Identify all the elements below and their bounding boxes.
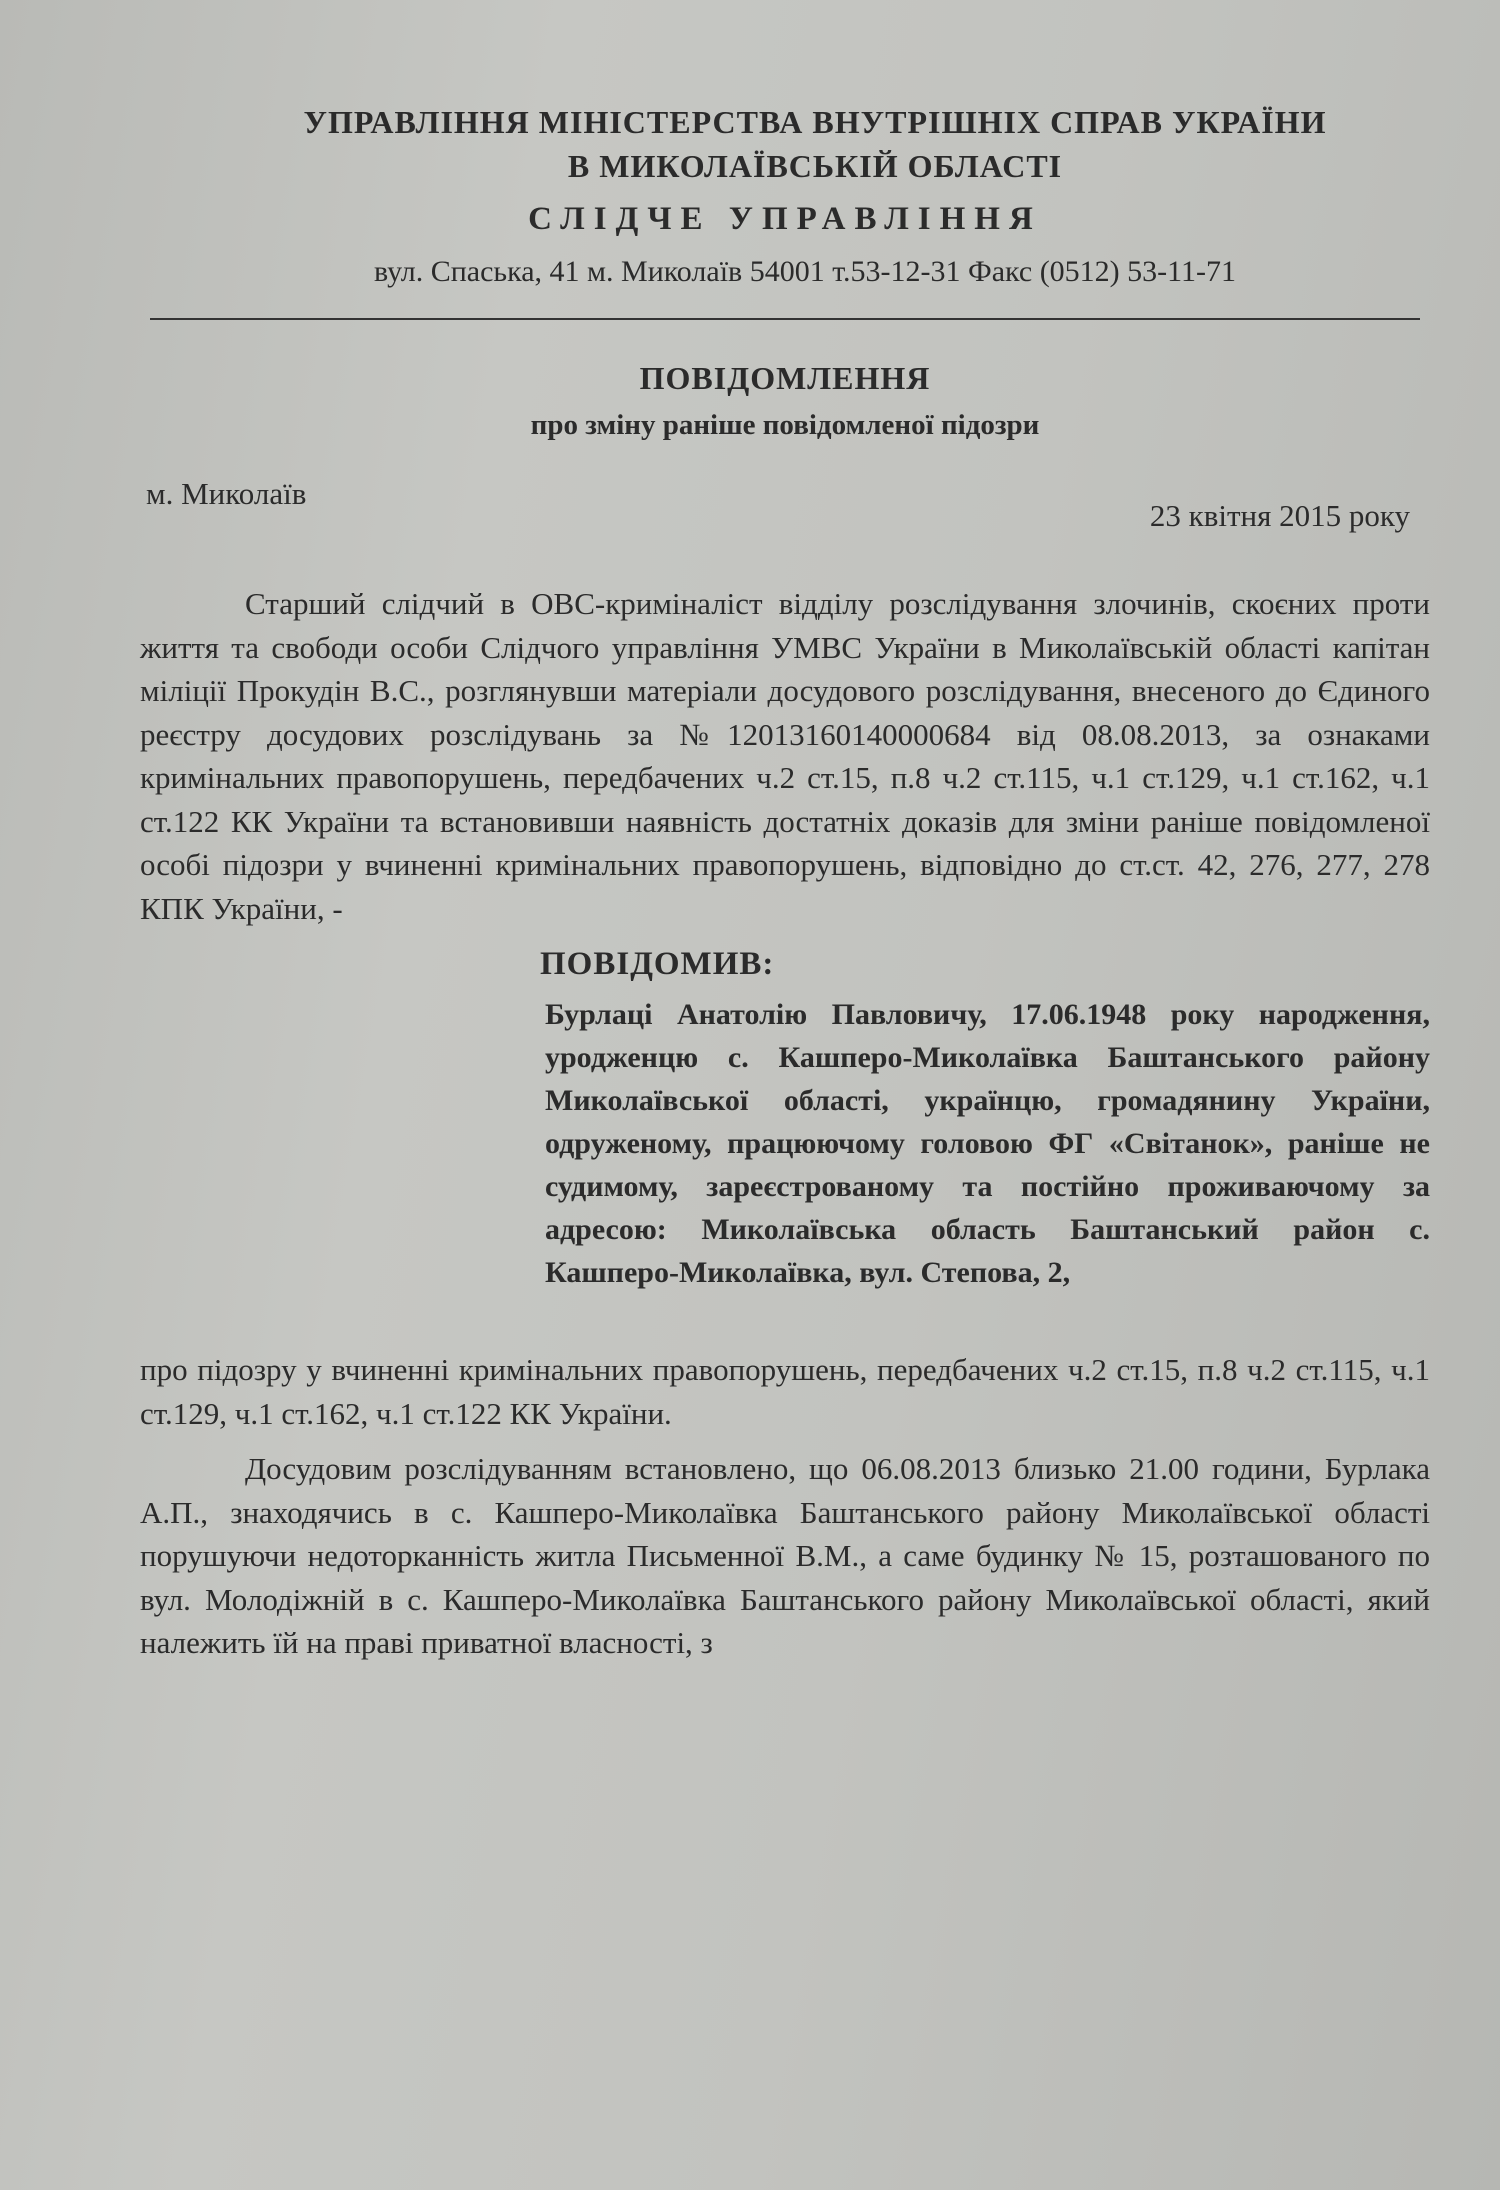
notified-heading: ПОВІДОМИВ: [540, 946, 775, 982]
document-place: м. Миколаїв [146, 476, 307, 511]
document-date: 23 квітня 2015 року [1149, 498, 1410, 533]
document-subtitle: про зміну раніше повідомленої підозри [530, 409, 1040, 441]
paragraph-findings: Досудовим розслідуванням встановлено, що 06.08.2013 близько 21.00 години, Бурлака А.П., знаходячись в с. Кашперо-Миколаївка Баштанського району Миколаївської області порушуючи недоторканність житла Письменної В.М., а саме будинку № 15, розташованого по вул. Молодіжній в с. Кашперо-Миколаївка Баштанського району Миколаївської області, який належить їй на праві приватної власності, з [140, 1451, 1430, 1660]
place-date-row [140, 476, 1430, 548]
paragraph-suspicion: про підозру у вчиненні кримінальних правопорушень, передбачених ч.2 ст.15, п.8 ч.2 ст.115, ч.1 ст.129, ч.1 ст.162, ч.1 ст.122 КК України. [140, 1352, 1430, 1431]
document-title: ПОВІДОМЛЕННЯ [639, 360, 931, 396]
document-content [140, 100, 1430, 1665]
paragraph-investigator: Старший слідчий в ОВС-криміналіст відділу розслідування злочинів, скоєних проти життя та свободи особи Слідчого управління УМВС України в Миколаївській області капітан міліції Прокудін В.С., розглянувши матеріали досудового розслідування, внесеного до Єдиного реєстру досудових розслідувань за №12013160140000684 від 08.08.2013, за ознаками кримінальних правопорушень, передбачених ч.2 ст.15, п.8 ч.2 ст.115, ч.1 ст.129, ч.1 ст.162, ч.1 ст.122 КК України та встановивши наявність достатніх доказів для зміни раніше повідомленої особі підозри у вчиненні кримінальних правопорушень, відповідно до ст.ст. 42, 276, 277, 278 КПК України, - [140, 586, 1430, 926]
header-ministry: УПРАВЛІННЯ МІНІСТЕРСТВА ВНУТРІШНІХ СПРАВ УКРАЇНИ [303, 104, 1327, 140]
suspect-details: Бурлаці Анатолію Павловичу, 17.06.1948 року народження, уродженцю с. Кашперо-Миколаївка Баштанського району Миколаївської області, українцю, громадянину України, одруженому, працюючому головою ФГ «Світанок», раніше не судимому, зареєстрованому та постійно проживаючому за адресою: Миколаївська область Баштанський район с. Кашперо-Миколаївка, вул. Степова, 2, [545, 998, 1430, 1289]
header-region: В МИКОЛАЇВСЬКІЙ ОБЛАСТІ [567, 148, 1063, 184]
header-divider [150, 318, 1420, 320]
header-department: СЛІДЧЕ УПРАВЛІННЯ [528, 201, 1042, 237]
header-address: вул. Спаська, 41 м. Миколаїв 54001 т.53-12-31 Факс (0512) 53-11-71 [373, 255, 1237, 288]
